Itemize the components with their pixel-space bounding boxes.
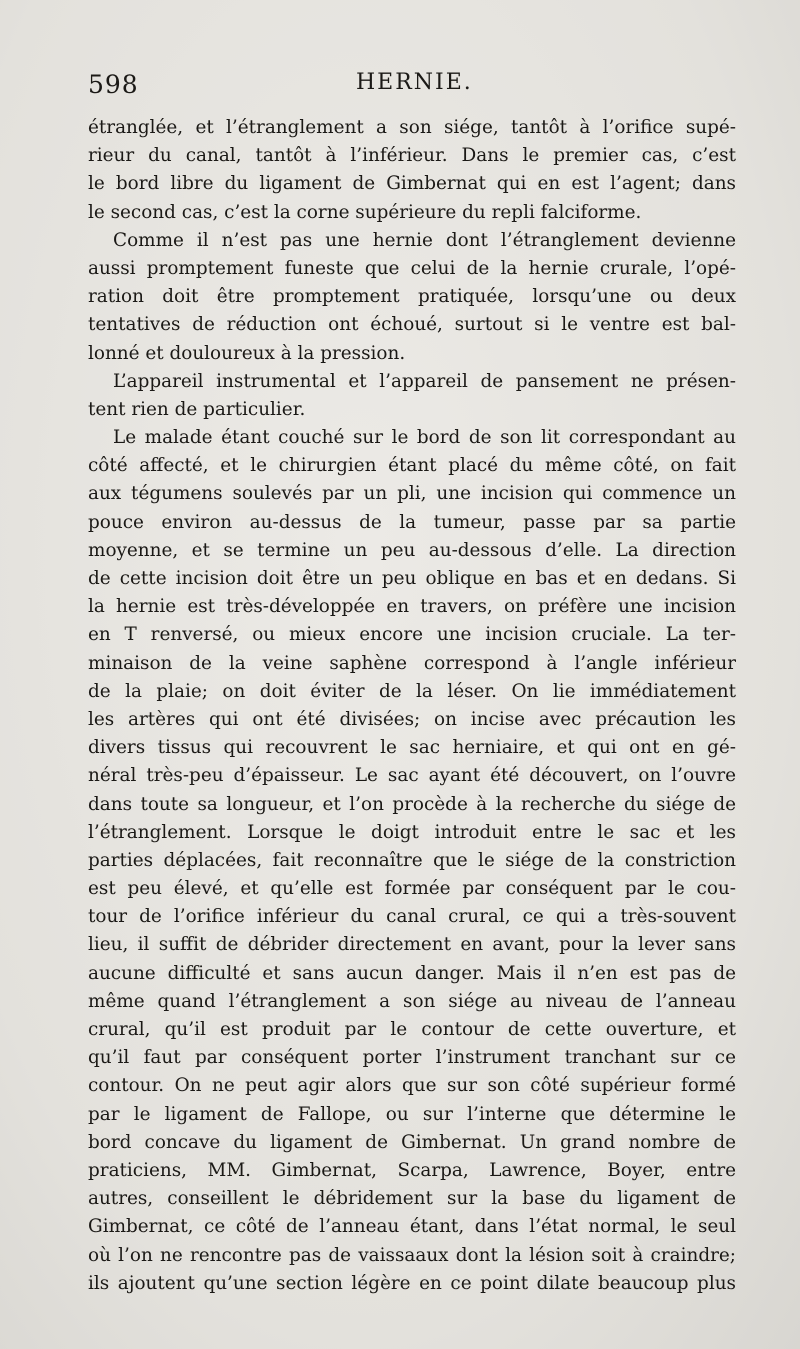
text-line: même quand l’étranglement a son siége au niveau de l’anneau bbox=[88, 990, 736, 1012]
text-line: aux tégumens soulevés par un pli, une incision qui commence un bbox=[88, 483, 736, 505]
text-line: tent rien de particulier. bbox=[88, 398, 306, 420]
text-line: tentatives de réduction ont échoué, surtout si le ventre est bal- bbox=[88, 314, 736, 336]
text-line: rieur du canal, tantôt à l’inférieur. Dans le premier cas, c’est bbox=[88, 145, 736, 167]
text-line: le bord libre du ligament de Gimbernat qui en est l’agent; dans bbox=[88, 173, 736, 195]
text-line: pouce environ au-dessus de la tumeur, passe par sa partie bbox=[88, 511, 736, 533]
text-line: moyenne, et se termine un peu au-dessous d’elle. La direction bbox=[88, 539, 736, 561]
text-line: qu’il faut par conséquent porter l’instrument tranchant sur ce bbox=[88, 1047, 736, 1069]
text-line: étranglée, et l’étranglement a son siége, tantôt à l’orifice supé- bbox=[88, 117, 736, 138]
text-line: les artères qui ont été divisées; on incise avec précaution les bbox=[88, 708, 736, 730]
body-text bbox=[88, 114, 736, 1298]
text-line: par le ligament de Fallope, ou sur l’interne que détermine le bbox=[88, 1103, 736, 1125]
text-line: autres, conseillent le débridement sur la base du ligament de bbox=[88, 1188, 736, 1210]
text-line: bord concave du ligament de Gimbernat. Un grand nombre de bbox=[88, 1131, 736, 1153]
text-line: lieu, il suffit de débrider directement en avant, pour la lever sans bbox=[88, 934, 736, 956]
text-line: dans toute sa longueur, et l’on procède à la recherche du siége de bbox=[88, 793, 736, 815]
text-line: lonné et douloureux à la pression. bbox=[88, 342, 406, 364]
text-line: la hernie est très-développée en travers, on préfère une incision bbox=[88, 596, 736, 618]
text-line: contour. On ne peut agir alors que sur son côté supérieur formé bbox=[88, 1075, 736, 1097]
text-line: divers tissus qui recouvrent le sac herniaire, et qui ont en gé- bbox=[88, 737, 736, 759]
text-line: ration doit être promptement pratiquée, lorsqu’une ou deux bbox=[88, 286, 736, 308]
running-head: HERNIE. bbox=[356, 70, 473, 95]
text-line: est peu élevé, et qu’elle est formée par conséquent par le cou- bbox=[88, 878, 736, 900]
page-header bbox=[88, 70, 736, 104]
text-line: ils ajoutent qu’une section légère en ce point dilate beaucoup plus bbox=[88, 1272, 736, 1294]
text-line: Comme il n’est pas une hernie dont l’étranglement devienne bbox=[113, 229, 736, 251]
text-line: côté affecté, et le chirurgien étant placé du même côté, on fait bbox=[88, 455, 736, 477]
text-line: en T renversé, ou mieux encore une incision cruciale. La ter- bbox=[88, 624, 736, 646]
text-line: praticiens, MM. Gimbernat, Scarpa, Lawrence, Boyer, entre bbox=[88, 1159, 736, 1181]
text-line: l’étranglement. Lorsque le doigt introduit entre le sac et les bbox=[88, 821, 736, 843]
text-line: néral très-peu d’épaisseur. Le sac ayant été découvert, on l’ouvre bbox=[88, 765, 736, 787]
text-line: de cette incision doit être un peu oblique en bas et en dedans. Si bbox=[88, 568, 736, 589]
text-line: parties déplacées, fait reconnaître que le siége de la constriction bbox=[88, 849, 736, 871]
text-line: où l’on ne rencontre pas de vaissaaux dont la lésion soit à craindre; bbox=[88, 1244, 736, 1266]
text-line: aussi promptement funeste que celui de la hernie crurale, l’opé- bbox=[88, 257, 736, 279]
text-line: minaison de la veine saphène correspond à l’angle inférieur bbox=[88, 652, 736, 674]
text-line: tour de l’orifice inférieur du canal crural, ce qui a très-souvent bbox=[88, 906, 736, 928]
text-line: crural, qu’il est produit par le contour de cette ouverture, et bbox=[88, 1019, 736, 1040]
text-line: aucune difficulté et sans aucun danger. Mais il n’en est pas de bbox=[88, 962, 736, 984]
text-line: L’appareil instrumental et l’appareil de pansement ne présen- bbox=[113, 370, 736, 392]
text-line: Gimbernat, ce côté de l’anneau étant, dans l’état normal, le seul bbox=[88, 1216, 736, 1238]
text-line: de la plaie; on doit éviter de la léser. On lie immédiatement bbox=[88, 680, 736, 702]
text-line: le second cas, c’est la corne supérieure du repli falciforme. bbox=[88, 201, 642, 223]
text-line: Le malade étant couché sur le bord de son lit correspondant au bbox=[113, 427, 736, 449]
page-number: 598 bbox=[88, 70, 139, 99]
